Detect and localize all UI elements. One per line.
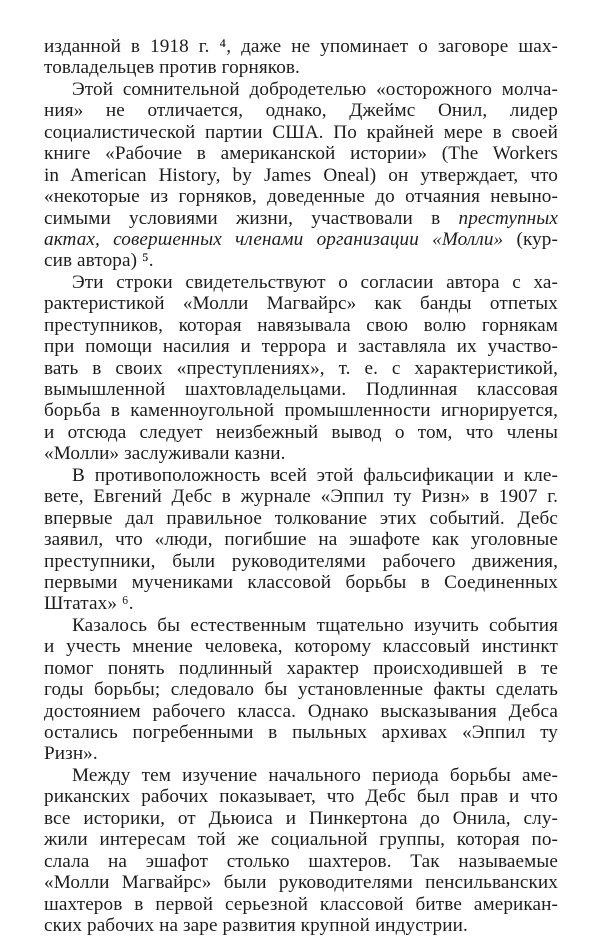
paragraph-5 bbox=[44, 615, 558, 765]
text-line: сив автора) ⁵. bbox=[44, 250, 154, 272]
text-line: социалистической партии США. По крайней мере в своей bbox=[44, 121, 558, 143]
text-line: вете, Евгений Дебс в журнале «Эппил ту Ризн» в 1907 г. bbox=[44, 486, 558, 508]
text-line: остались погребенными в пыльных архивах «Эппил ту bbox=[44, 722, 558, 743]
text-line-italic-end bbox=[44, 208, 558, 229]
text-line: шахтеров в первой серьезной классовой битве американ- bbox=[44, 893, 558, 915]
text-line: «Молли Магвайрс» были руководителями пенсильванских bbox=[44, 872, 558, 894]
text-line: все историки, от Дьюиса и Пинкертона до Онила, слу- bbox=[44, 807, 558, 829]
text-line: Эти строки свидетельствуют о согласии автора с ха- bbox=[72, 271, 558, 293]
text-segment: симыми условиями жизни, участвовали в bbox=[44, 207, 459, 229]
paragraph-2 bbox=[44, 79, 558, 272]
text-line: впервые дал правильное толкование этих событий. Дебс bbox=[44, 507, 558, 529]
text-line: заявил, что «люди, погибшие на эшафоте как уголовные bbox=[44, 529, 558, 551]
text-line: годы борьбы; следовало бы установленные факты сделать bbox=[44, 679, 558, 701]
text-line: Ризн». bbox=[44, 743, 98, 765]
italic-segment: преступных bbox=[458, 207, 558, 229]
text-line: ских рабочих на заре развития крупной индустрии. bbox=[44, 914, 468, 936]
document-page bbox=[44, 36, 558, 936]
paragraph-1 bbox=[44, 36, 558, 79]
paragraph-6 bbox=[44, 765, 558, 936]
text-line: В противоположность всей этой фальсификации и кле- bbox=[72, 464, 558, 486]
text-line: Этой сомнительной добродетелью «осторожного молча- bbox=[72, 78, 558, 100]
italic-segment: актах, совершенных членами организации «Молли» bbox=[44, 228, 504, 250]
text-line: помог понять подлинный характер происходившей в те bbox=[44, 657, 558, 679]
text-line: преступники, были руководителями рабочего движения, bbox=[44, 550, 558, 572]
text-line: Казалось бы естественным тщательно изучить события bbox=[72, 614, 558, 636]
text-line: борьба в каменноугольной промышленности игнорируется, bbox=[44, 400, 558, 422]
text-line: «некоторые из горняков, доведенные до отчаяния невыно- bbox=[44, 186, 558, 208]
text-line: достоянием рабочего класса. Однако высказывания Дебса bbox=[44, 700, 558, 722]
text-line: риканских рабочих показывает, что Дебс был прав и что bbox=[44, 786, 558, 808]
text-line: и учесть мнение человека, которому классовый инстинкт bbox=[44, 636, 558, 658]
text-line: «Молли» заслуживали казни. bbox=[44, 443, 286, 465]
text-line-italic-start bbox=[44, 229, 558, 250]
text-line: первыми мучениками классовой борьбы в Соединенных bbox=[44, 571, 558, 593]
text-line: и отсюда следует неизбежный вывод о том, что члены bbox=[44, 421, 558, 443]
text-segment: (кур- bbox=[503, 228, 558, 250]
text-line: жили интересам той же социальной группы, которая по- bbox=[44, 829, 558, 851]
text-line: Штатах» ⁶. bbox=[44, 593, 134, 615]
text-line: Между тем изучение начального периода борьбы аме- bbox=[72, 764, 558, 786]
text-line: товладельцев против горняков. bbox=[44, 57, 300, 79]
text-line: ния» не отличается, однако, Джеймс Онил, лидер bbox=[44, 100, 558, 122]
text-line: преступников, которая навязывала свою волю горнякам bbox=[44, 314, 558, 336]
text-line: рактеристикой «Молли Магвайрс» как банды отпетых bbox=[44, 293, 558, 315]
text-line: вать в своих «преступлениях», т. е. с характеристикой, bbox=[44, 357, 558, 379]
text-line: вымышленной шахтовладельцами. Подлинная классовая bbox=[44, 379, 558, 400]
text-line: при помощи насилия и террора и заставляла их участво- bbox=[44, 336, 558, 358]
text-line: книге «Рабочие в американской истории» (The Workers bbox=[44, 143, 558, 165]
text-line: изданной в 1918 г. ⁴, даже не упоминает о заговоре шах- bbox=[44, 36, 558, 57]
text-line: in American History, by James Oneal) он утверждает, что bbox=[44, 164, 558, 186]
paragraph-3 bbox=[44, 272, 558, 465]
text-line: слала на эшафот столько шахтеров. Так называемые bbox=[44, 850, 558, 872]
paragraph-4 bbox=[44, 465, 558, 615]
